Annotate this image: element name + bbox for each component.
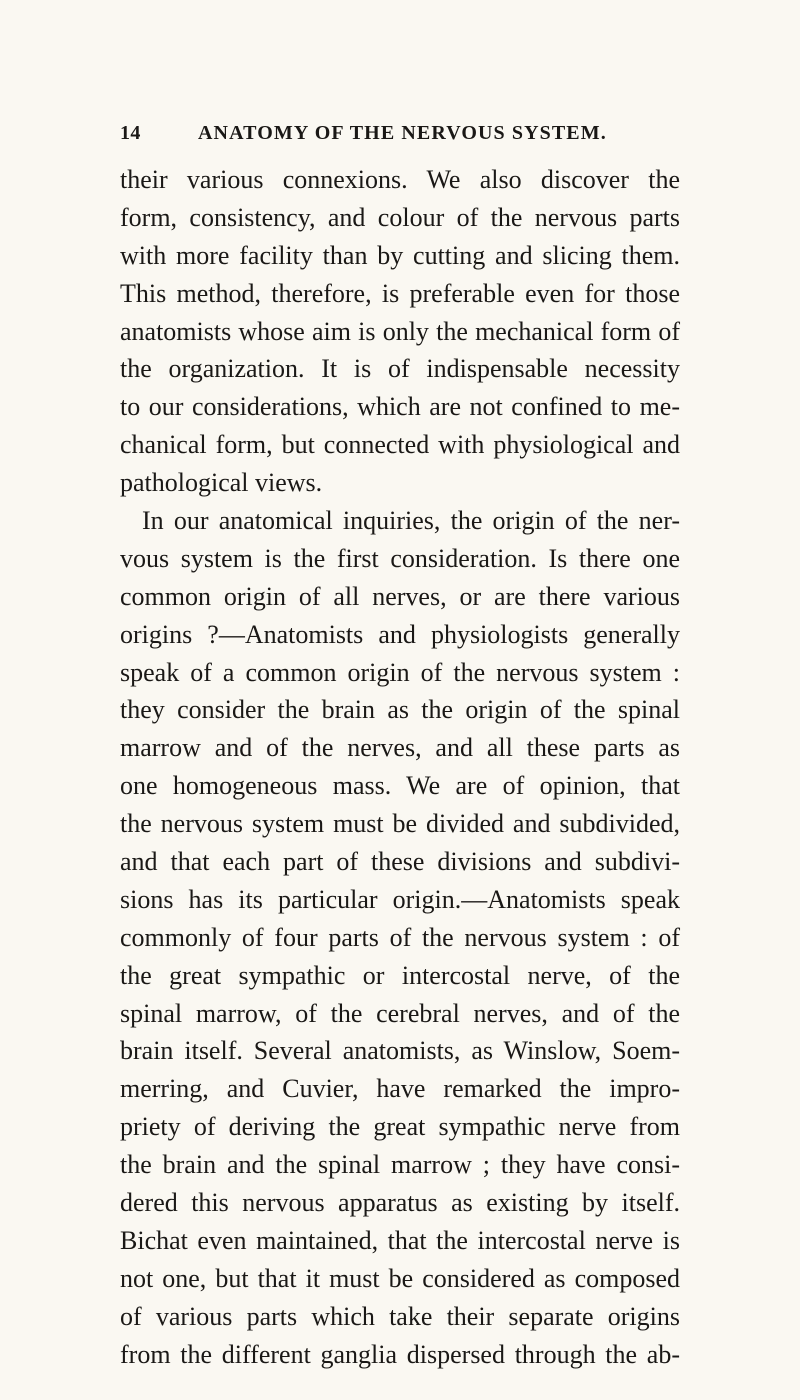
text-line: of various parts which take their separate origins: [120, 1301, 680, 1331]
text-line: the organization. It is of indispensable necessity: [120, 354, 680, 384]
text-line: vous system is the first consideration. Is there one: [120, 543, 680, 573]
text-line: Bichat even maintained, that the intercostal nerve is: [120, 1225, 680, 1255]
text-line: spinal marrow, of the cerebral nerves, and of the: [120, 998, 680, 1028]
text-line: chanical form, but connected with physiological and: [120, 430, 680, 460]
text-line: to our considerations, which are not confined to me-: [120, 392, 680, 422]
paragraph-start-line: In our anatomical inquiries, the origin of the ner-: [142, 506, 680, 536]
text-line: and that each part of these divisions and subdivi-: [120, 847, 680, 877]
text-line: their various connexions. We also discover the: [120, 165, 680, 194]
text-line: common origin of all nerves, or are there various: [120, 581, 680, 611]
text-line: anatomists whose aim is only the mechanical form of: [120, 316, 680, 346]
text-line: one homogeneous mass. We are of opinion, that: [120, 771, 680, 801]
text-line: This method, therefore, is preferable even for those: [120, 278, 680, 308]
text-line: form, consistency, and colour of the nervous parts: [120, 202, 680, 232]
text-line: origins ?—Anatomists and physiologists generally: [120, 619, 680, 649]
text-line: commonly of four parts of the nervous system : of: [120, 922, 680, 952]
text-line: priety of deriving the great sympathic nerve from: [120, 1112, 680, 1142]
body-text: [120, 161, 680, 1374]
text-line: merring, and Cuvier, have remarked the impro-: [120, 1074, 680, 1104]
text-line: the brain and the spinal marrow ; they have consi-: [120, 1150, 680, 1180]
paragraph-end-line: pathological views.: [120, 468, 323, 498]
text-line: from the different ganglia dispersed through the ab-: [120, 1339, 680, 1369]
text-line: with more facility than by cutting and slicing them.: [120, 240, 680, 270]
running-title: ANATOMY OF THE NERVOUS SYSTEM.: [198, 122, 607, 144]
running-head: [120, 118, 680, 148]
text-line: marrow and of the nerves, and all these parts as: [120, 733, 680, 763]
text-line: the nervous system must be divided and subdivided,: [120, 809, 680, 839]
text-line: not one, but that it must be considered as composed: [120, 1263, 680, 1293]
text-line: dered this nervous apparatus as existing by itself.: [120, 1188, 680, 1218]
text-line: sions has its particular origin.—Anatomists speak: [120, 884, 680, 914]
text-line: they consider the brain as the origin of the spinal: [120, 695, 680, 725]
page-number: 14: [120, 122, 141, 144]
text-line: speak of a common origin of the nervous system :: [120, 657, 680, 687]
text-line: brain itself. Several anatomists, as Winslow, Soem-: [120, 1036, 680, 1066]
text-line: the great sympathic or intercostal nerve, of the: [120, 960, 680, 990]
